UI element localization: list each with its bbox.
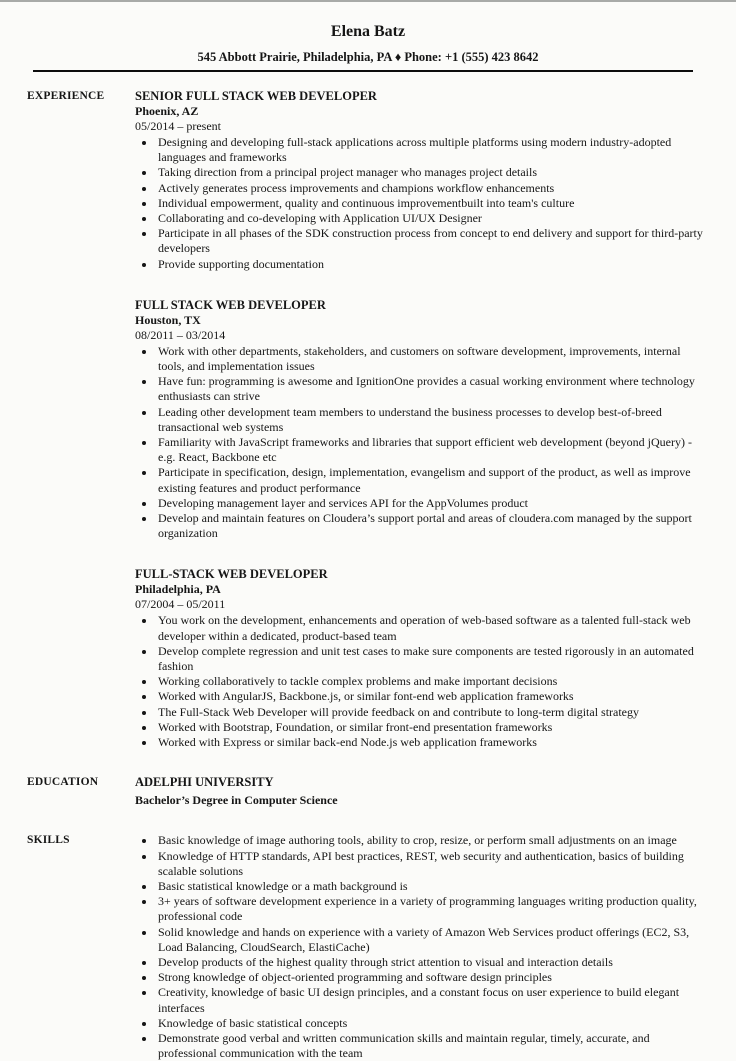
bullet-item: • Leading other development team members to understand the business processes to develop best-of-breed transactional web systems	[156, 405, 705, 435]
contact-line: 545 Abbott Prairie, Philadelphia, PA ♦ Phone: +1 (555) 423 8642	[197, 50, 539, 64]
bullet-item: • Participate in specification, design, implementation, evangelism and support of the product, as well as improve existing features and product performance	[156, 465, 705, 495]
resume-body	[0, 72, 736, 1061]
job-title: SENIOR FULL STACK WEB DEVELOPER	[135, 89, 377, 103]
bullet-item: • Demonstrate good verbal and written communication skills and maintain regular, timely, accurate, and professional communication with the team	[156, 1031, 705, 1061]
bullet-item: • Collaborating and co-developing with Application UI/UX Designer	[156, 211, 705, 226]
education-degree: Bachelor’s Degree in Computer Science	[135, 793, 338, 808]
bullet-item: • Strong knowledge of object-oriented programming and software design principles	[156, 970, 705, 985]
job-title: FULL-STACK WEB DEVELOPER	[135, 567, 328, 582]
bullet-item: • 3+ years of software development experience in a variety of programming languages writing production quality, professional code	[156, 894, 705, 924]
job-dates: 07/2004 – 05/2011	[135, 597, 226, 612]
bullet-item: • Basic knowledge of image authoring tools, ability to crop, resize, or perform small adjustments on an image	[156, 833, 705, 848]
bullet-item: • Develop products of the highest quality through strict attention to visual and interaction details	[156, 955, 705, 970]
bullet-item: • Creativity, knowledge of basic UI design principles, and a constant focus on user experience to build elegant interfaces	[156, 985, 705, 1015]
bullet-item: • Worked with AngularJS, Backbone.js, or similar font-end web application frameworks	[156, 689, 705, 704]
bullet-item: • The Full-Stack Web Developer will provide feedback on and contribute to long-term digital strategy	[156, 705, 705, 720]
job-bullet-list	[135, 613, 705, 750]
bullet-item: • Basic statistical knowledge or a math background is	[156, 879, 705, 894]
bullet-item: • Knowledge of basic statistical concepts	[156, 1016, 705, 1031]
bullet-item: • Actively generates process improvements and champions workflow enhancements	[156, 181, 705, 196]
section-label-experience: EXPERIENCE	[27, 90, 105, 102]
bullet-item: • Provide supporting documentation	[156, 257, 705, 272]
bullet-item: • Have fun: programming is awesome and IgnitionOne provides a casual working environment where technology enthusiasts can strive	[156, 374, 705, 404]
resume-name: Elena Batz	[330, 23, 406, 40]
bullet-item: • Participate in all phases of the SDK construction process from concept to end delivery and support for third-party developers	[156, 226, 705, 256]
job-entry-0	[135, 88, 705, 272]
bullet-item: • Designing and developing full-stack applications across multiple platforms using modern industry-adopted languages and frameworks	[156, 135, 705, 165]
bullet-item: • Knowledge of HTTP standards, API best practices, REST, web security and authentication, basics of building scalable solutions	[156, 849, 705, 879]
bullet-item: • Working collaboratively to tackle complex problems and make important decisions	[156, 674, 705, 689]
bullet-item: • Familiarity with JavaScript frameworks and libraries that support efficient web development (beyond jQuery) - e.g. React, Backbone etc	[156, 435, 705, 465]
resume-header	[0, 2, 736, 72]
bullet-item: • Solid knowledge and hands on experience with a variety of Amazon Web Services product offerings (EC2, S3, Load Balancing, CloudSearch, ElastiCache)	[156, 925, 705, 955]
bullet-item: • Worked with Express or similar back-end Node.js web application frameworks	[156, 735, 705, 750]
bullet-item: • Taking direction from a principal project manager who manages project details	[156, 165, 705, 180]
job-dates: 08/2011 – 03/2014	[135, 327, 226, 342]
section-label-education: EDUCATION	[27, 776, 99, 789]
job-title: FULL STACK WEB DEVELOPER	[135, 297, 326, 312]
bullet-item: • You work on the development, enhancements and operation of web-based software as a talented full-stack web developer within a dedicated, product-based team	[156, 613, 705, 643]
job-entry-1	[135, 297, 705, 542]
job-bullet-list	[135, 344, 705, 542]
bullet-item: • Worked with Bootstrap, Foundation, or similar front-end presentation frameworks	[156, 720, 705, 735]
skills-list	[135, 833, 705, 1061]
experience-section	[135, 88, 705, 750]
bullet-item: • Work with other departments, stakeholders, and customers on software development, improvements, internal tools, and implementation issues	[156, 344, 705, 374]
job-location: Philadelphia, PA	[135, 582, 221, 597]
bullet-item: • Developing management layer and services API for the AppVolumes product	[156, 496, 705, 511]
job-bullet-list	[135, 135, 705, 272]
education-section	[135, 774, 705, 808]
bullet-item: • Develop complete regression and unit test cases to make sure components are tested rigorously in an automated fashion	[156, 644, 705, 674]
bullet-item: • Individual empowerment, quality and continuous improvementbuilt into team's culture	[156, 196, 705, 211]
skills-section	[135, 832, 705, 1061]
job-location: Phoenix, AZ	[135, 104, 199, 118]
job-entry-2	[135, 566, 705, 750]
job-location: Houston, TX	[135, 312, 201, 327]
section-label-skills: SKILLS	[27, 834, 70, 847]
job-dates: 05/2014 – present	[135, 119, 221, 133]
bullet-item: • Develop and maintain features on Cloudera’s support portal and areas of cloudera.com managed by the support organization	[156, 511, 705, 541]
education-school: ADELPHI UNIVERSITY	[135, 775, 274, 790]
